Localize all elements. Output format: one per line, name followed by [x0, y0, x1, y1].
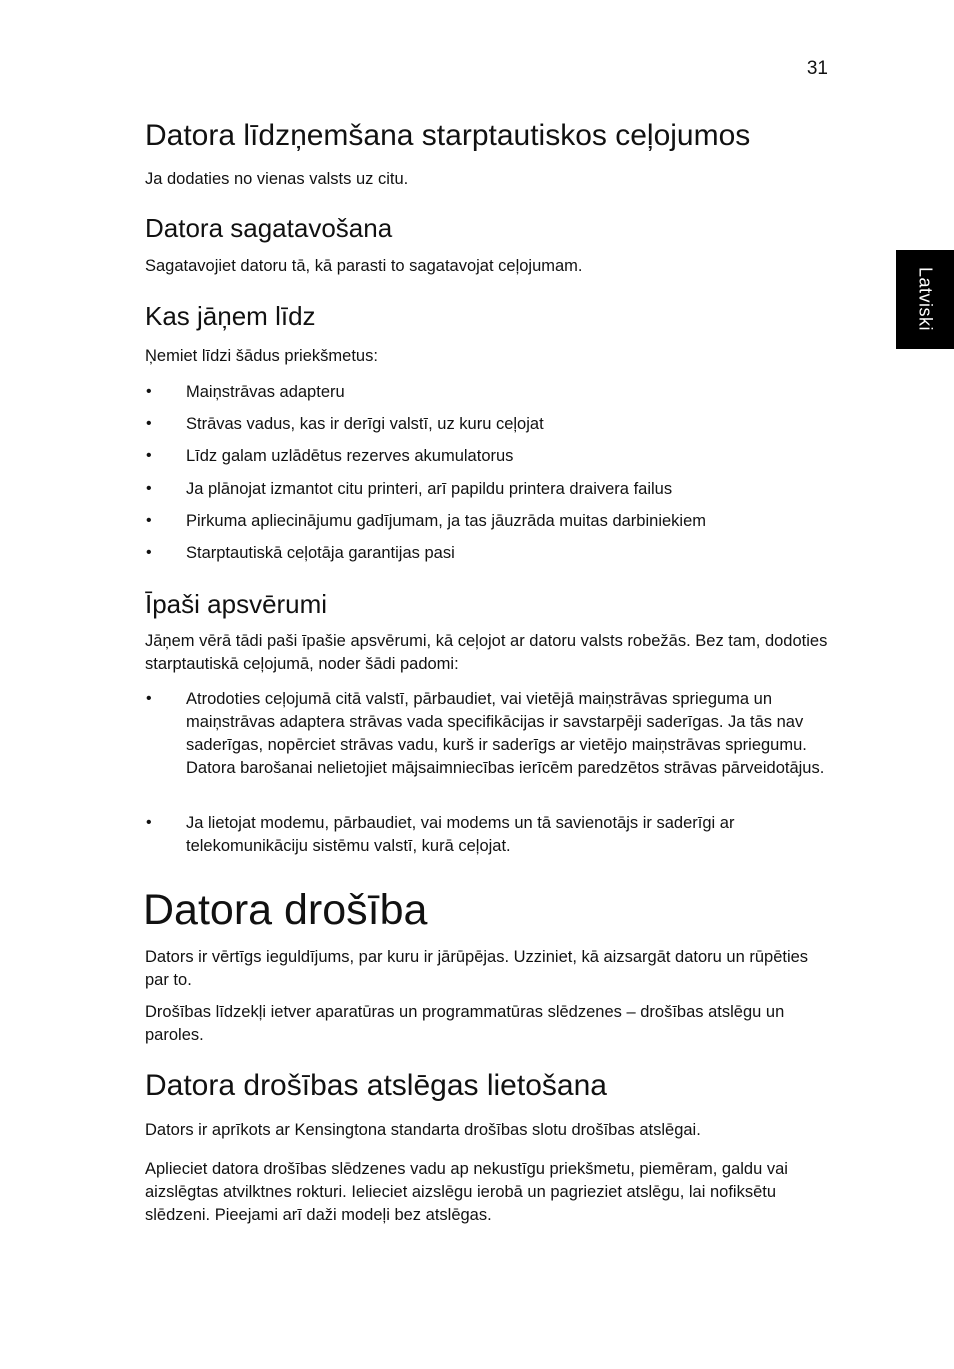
language-tab-label: Latviski: [915, 266, 936, 332]
special-heading: Īpaši apsvērumi: [145, 589, 328, 619]
list-item: Starptautiskā ceļotāja garantijas pasi: [186, 544, 455, 562]
bullet-marker: •: [146, 447, 152, 464]
travel-intro: Ja dodaties no vienas valsts uz citu.: [145, 170, 409, 188]
security-paragraph-2: Drošības līdzekļi ietver aparatūras un programmatūras slēdzenes – drošības atslēgu un paroles.: [145, 1003, 785, 1044]
prep-text: Sagatavojiet datoru tā, kā parasti to sagatavojat ceļojumam.: [145, 257, 583, 275]
bullet-marker: •: [146, 690, 152, 707]
list-item: Maiņstrāvas adapteru: [186, 383, 345, 401]
bullet-marker: •: [146, 814, 152, 831]
list-item: Atrodoties ceļojumā citā valstī, pārbaudiet, vai vietējā maiņstrāvas sprieguma un maiņstrāvas adaptera strāvas vada specifikācijas ir savstarpēji saderīgas. Ja tās nav saderīgas, nopērciet strāvas vadu, kurš ir saderīgs ar vietējo maiņstrāvas spriegumu. Datora barošanai nelietojiet mājsaimniecības ierīcēm paredzētos strāvas pārveidotājus.: [186, 690, 825, 777]
bullet-marker: •: [146, 480, 152, 497]
bring-heading: Kas jāņem līdz: [145, 301, 316, 331]
page-number: 31: [806, 58, 828, 79]
prep-heading: Datora sagatavošana: [145, 213, 393, 243]
list-item: Pirkuma apliecinājumu gadījumam, ja tas jāuzrāda muitas darbiniekiem: [186, 512, 706, 530]
language-tab: [896, 250, 954, 349]
bullet-marker: •: [146, 512, 152, 529]
list-item: Ja lietojat modemu, pārbaudiet, vai modems un tā savienotājs ir saderīgi ar telekomunikāciju sistēmu valstī, kurā ceļojat.: [186, 814, 735, 855]
bullet-marker: •: [146, 415, 152, 432]
lock-heading: Datora drošības atslēgas lietošana: [145, 1069, 607, 1102]
list-item: Līdz galam uzlādētus rezerves akumulatorus: [186, 447, 514, 465]
lock-paragraph-2: Aplieciet datora drošības slēdzenes vadu ap nekustīgu priekšmetu, piemēram, galdu vai aizslēgtas atvilktnes rokturi. Ielieciet aizslēgu ierobā un pagrieziet atslēgu, lai nofiksētu slēdzeni. Pieejami arī daži modeļi bez atslēgas.: [145, 1160, 788, 1224]
lock-paragraph-1: Dators ir aprīkots ar Kensingtona standarta drošības slotu drošības atslēgai.: [145, 1121, 701, 1139]
list-item: Strāvas vadus, kas ir derīgi valstī, uz kuru ceļojat: [186, 415, 544, 433]
bring-intro: Ņemiet līdzi šādus priekšmetus:: [145, 347, 378, 365]
bullet-marker: •: [146, 544, 152, 561]
travel-heading: Datora līdzņemšana starptautiskos ceļojumos: [145, 119, 751, 152]
security-heading: Datora drošība: [143, 886, 428, 934]
security-paragraph-1: Dators ir vērtīgs ieguldījums, par kuru ir jārūpējas. Uzziniet, kā aizsargāt datoru un rūpēties par to.: [145, 948, 809, 989]
bullet-marker: •: [146, 383, 152, 400]
special-intro: Jāņem vērā tādi paši īpašie apsvērumi, kā ceļojot ar datoru valsts robežās. Bez tam, dodoties starptautiskā ceļojumā, noder šādi padomi:: [145, 632, 828, 673]
list-item: Ja plānojat izmantot citu printeri, arī papildu printera draivera failus: [186, 480, 673, 498]
